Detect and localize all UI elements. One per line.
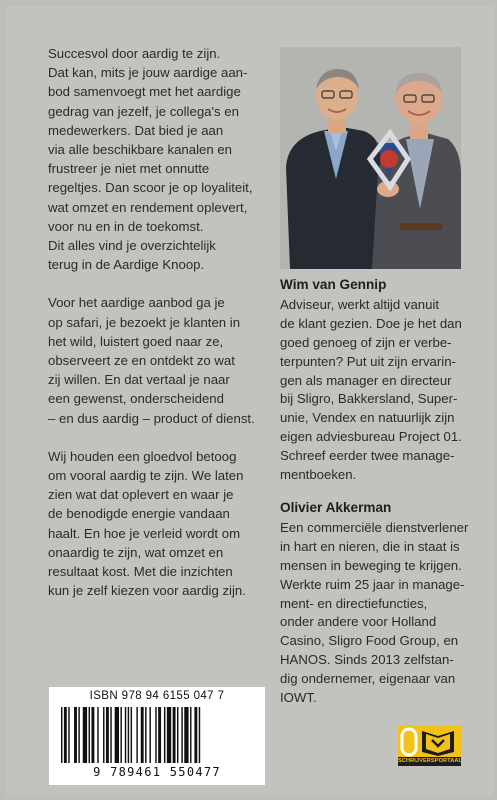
barcode-bar [194, 707, 197, 763]
barcode-bar [190, 707, 191, 763]
barcode-bar [61, 707, 62, 763]
blurb-paragraph-2: Voor het aardige aanbod ga je op safari, je bezoekt je klanten in het wild, luistert goed naar ze, observeert ze en ontdekt zo wat zij willen. En dat vertaal je naar een gewenst, onderscheidend – en dus aardig – product of dienst. [48, 295, 255, 426]
barcode-bar [158, 707, 161, 763]
barcode-bar [97, 707, 98, 763]
author-bio-1: Adviseur, werkt altijd vanuit de klant gezien. Doe je het dan goed genoeg of zijn er verbe- terpunten? Put uit zijn ervarin- gen als manager en directeur bij Sligro, Bakkersland, Super- unie, Vendex en natuurlijk zijn eigen adviesbureau Project 01. Schreef eerder twee manage- mentboeken. [280, 296, 462, 483]
barcode-bar [83, 707, 87, 763]
barcode-bar [106, 707, 109, 763]
barcode-bar [184, 707, 188, 763]
barcode-bar [78, 707, 79, 763]
barcode-bar [89, 707, 90, 763]
barcode-bar [145, 707, 146, 763]
author-name-2: Olivier Akkerman [280, 499, 392, 515]
isbn-number: ISBN 978 94 6155 047 7 [89, 690, 225, 702]
author-bios [280, 276, 470, 722]
publisher-logo-icon [398, 726, 461, 758]
barcode-bar [149, 707, 150, 763]
author-photo-illustration [280, 47, 461, 269]
barcode-icon [57, 707, 257, 765]
author-photo [280, 47, 461, 269]
barcode-bar [91, 707, 94, 763]
barcode-bar [128, 707, 129, 763]
barcode-bar [141, 707, 144, 763]
barcode-bar [115, 707, 119, 763]
author-name-1: Wim van Gennip [280, 277, 387, 292]
publisher-name: SCHRIJVERSPORTAAL [398, 758, 463, 764]
barcode-bar [167, 707, 171, 763]
barcode-bar [155, 707, 156, 763]
barcode-bar [177, 707, 178, 763]
barcode-bar [199, 707, 200, 763]
barcode-bar [164, 707, 165, 763]
barcode-block [49, 687, 265, 785]
barcode-bar [103, 707, 104, 763]
blurb-paragraph-3: Wij houden een gloedvol betoog om vooral aardig te zijn. We laten zien wat dat oplevert en waar je de benodigde energie vandaan haalt. En hoe je verleid wordt om onaardig te zijn, wat omzet en resultaat kost. Met die inzichten kun je zelf kiezen voor aardig zijn. [48, 448, 246, 599]
barcode-bar [125, 707, 126, 763]
barcode-bar [64, 707, 67, 763]
barcode-bar [131, 707, 132, 763]
barcode-bar [120, 707, 121, 763]
barcode-bar [173, 707, 176, 763]
barcode-bar [74, 707, 77, 763]
barcode-bar [181, 707, 182, 763]
barcode-bar [110, 707, 111, 763]
blurb-text [48, 44, 263, 619]
ean-number: 9 789461 550477 [93, 765, 221, 779]
publisher-logo [398, 726, 461, 766]
barcode-bar [68, 707, 69, 763]
blurb-paragraph-1: Succesvol door aardig te zijn. Dat kan, mits je jouw aardige aan- bod samenvoegt met het aardige gedrag van jezelf, je collega's en medewerkers. Dat bied je aan via alle beschikbare kanalen en frustreer je niet met onnutte regeltjes. Dan scoor je op loyaliteit, wat omzet en rendement oplevert, voor nu en in de toekomst. Dit alles vind je overzichtelijk terug in de Aardige Knoop. [48, 46, 253, 273]
author-bio-2: Een commerciële dienstverlener in hart en nieren, die in staat is mensen in beweging te krijgen. Werkte ruim 25 jaar in manage- ment- en directiefuncties, onder andere voor Holland Casino, Sligro Food Group, en HANOS. Sinds 2013 zelfstan- dig ondernemer, eigenaar van IOWT. [280, 519, 469, 706]
barcode-bar [136, 707, 137, 763]
